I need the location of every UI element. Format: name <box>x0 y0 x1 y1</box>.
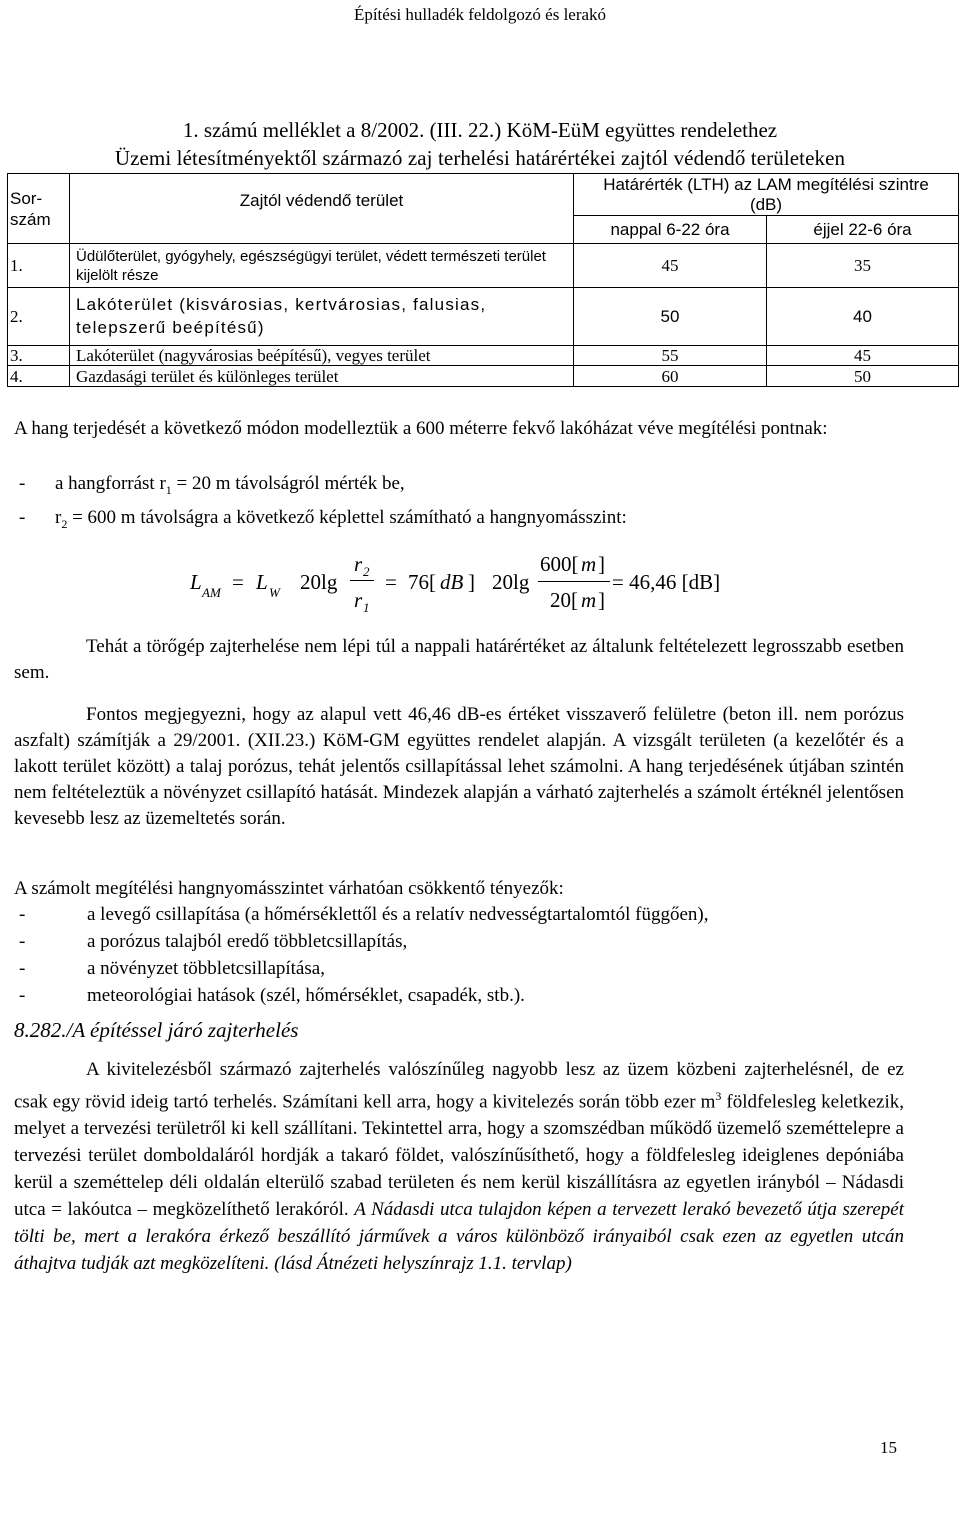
header-day: nappal 6-22 óra <box>574 216 767 244</box>
formula-600: 600[ <box>540 552 579 576</box>
formula-m: m <box>581 552 597 576</box>
paragraph-conclusion: Tehát a törőgép zajterhelése nem lépi túl a nappali határértéket az általunk feltételezett legrosszabb esetben sem. <box>14 636 904 683</box>
text-part-italic: A Nádasdi utca tulajdon képen a tervezett lerakó bevezető útja szerepét tölti be, mert a lerakóra érkező beszállító járművek a város különböző irányaiból csak ezen az egyetlen utcán áthajtva tudják azt megközelíteni. (lásd Átnézeti helyszínrajz 1.1. tervlap) <box>14 1199 904 1275</box>
row-area: Lakóterület (nagyvárosias beépítésű), vegyes terület <box>70 345 574 366</box>
formula-sub-w: W <box>269 585 280 600</box>
list-dash: - <box>19 985 26 1006</box>
subscript: 2 <box>61 516 68 531</box>
noise-limits-table <box>7 173 959 387</box>
row-number: 3. <box>8 345 70 366</box>
text-part: = 20 m távolságról mérték be, <box>171 473 405 494</box>
header-row-number: Sor- szám <box>8 174 70 244</box>
fraction-bar <box>538 581 610 582</box>
fraction-bar <box>350 580 374 581</box>
row-night-value: 50 <box>767 366 959 387</box>
formula-20: 20[ <box>550 588 578 612</box>
formula-sub-1: 1 <box>363 600 370 615</box>
table-row <box>8 287 959 345</box>
annex-subtitle: Üzemi létesítményektől származó zaj terhelési határértékei zajtól védendő területeken <box>114 146 846 170</box>
formula-db: dB <box>440 570 464 594</box>
formula-20lg: 20lg <box>492 570 530 594</box>
row-day-value: 45 <box>574 244 767 287</box>
list-item <box>14 470 904 504</box>
subscript: 1 <box>165 482 172 497</box>
table-row <box>8 244 959 287</box>
sound-pressure-formula <box>0 552 960 622</box>
row-number: 2. <box>8 287 70 345</box>
header-limit-value: Határérték (LTH) az LAM megítélési szintre (dB) <box>574 174 959 216</box>
row-night-value: 35 <box>767 244 959 287</box>
list-dash: - <box>19 473 26 494</box>
paragraph-factors-intro: A számolt megítélési hangnyomásszintet várhatóan csökkentő tényezők: <box>14 878 564 899</box>
formula-sub-am: AM <box>202 585 221 600</box>
formula-bracket: ] <box>598 552 605 576</box>
formula-equals: = <box>232 570 244 594</box>
row-night-value: 45 <box>767 345 959 366</box>
formula-bracket: ] <box>598 588 605 612</box>
formula-r: r <box>354 588 363 612</box>
list-dash: - <box>19 904 26 925</box>
superscript: 3 <box>715 1089 722 1103</box>
list-dash: - <box>19 958 26 979</box>
formula-20lg: 20lg <box>300 570 338 594</box>
list-text: a porózus talajból eredő többletcsillapítás, <box>87 931 408 952</box>
model-intro: A hang terjedését a következő módon modelleztük a 600 méterre fekvő lakóházat véve megítélési pontnak: <box>14 418 828 439</box>
header-night: éjjel 22-6 óra <box>767 216 959 244</box>
list-item <box>14 504 904 538</box>
list-item <box>14 982 904 1009</box>
row-number: 4. <box>8 366 70 387</box>
row-day-value: 50 <box>574 287 767 345</box>
formula-L: L <box>256 570 268 594</box>
text-part: = 600 m távolságra a következő képlettel számítható a hangnyomásszint: <box>67 506 627 528</box>
text-part: A kivitelezésből származó zajterhelés valószínűleg nagyobb lesz az üzem közbeni zajterhelésnél, de ez csak egy rövid ideig tartó terhelés. Számítani kell arra, hogy a kivitelezés során több ezer m <box>14 1059 904 1113</box>
row-area: Lakóterület (kisvárosias, kertvárosias, falusias, telepszerű beépítésű) <box>70 287 574 345</box>
row-area: Gazdasági terület és különleges terület <box>70 366 574 387</box>
formula-equals: = <box>385 570 397 594</box>
paragraph-construction-noise <box>14 1056 904 1277</box>
row-number: 1. <box>8 244 70 287</box>
formula-L: L <box>190 570 202 594</box>
formula-r: r <box>354 552 363 576</box>
paragraph-notes: Fontos megjegyezni, hogy az alapul vett 46,46 dB-es értéket visszaverő felületre (beton ill. nem porózus aszfalt) számítják a 29/2001. (XII.23.) KöM-GM együttes rendelet alapján. A vizsgált területen (a kezelőtér és a lakott terület között) a talaj porózus, tehát jelentős csillapítással lehet számolni. A hang terjedésének útjában szintén nem feltételeztük a növényzet csillapító hatását. Mindezek alapján a várható zajterhelés a számolt értéknél jelentősen kevesebb lesz az üzemeltetés során. <box>14 704 904 829</box>
formula-76: 76[ <box>408 570 436 594</box>
list-text: a levegő csillapítása (a hőmérséklettől és a relatív nedvességtartalomtól függően), <box>87 904 709 925</box>
row-area: Üdülőterület, gyógyhely, egészségügyi terület, védett természeti terület kijelölt része <box>70 244 574 287</box>
list-text <box>55 504 627 538</box>
list-dash: - <box>19 506 26 528</box>
formula-result: = 46,46 [dB] <box>612 570 721 594</box>
list-text: a növényzet többletcsillapítása, <box>87 958 325 979</box>
running-header: Építési hulladék feldolgozó és lerakó <box>353 5 607 24</box>
list-item <box>14 928 904 955</box>
table-row <box>8 345 959 366</box>
row-day-value: 55 <box>574 345 767 366</box>
reduction-factors-list <box>14 901 904 1009</box>
table-header-row <box>8 174 959 216</box>
page-number: 15 <box>880 1438 897 1457</box>
list-item <box>14 901 904 928</box>
row-night-value: 40 <box>767 287 959 345</box>
text-part: a hangforrást r <box>55 473 166 494</box>
table-row <box>8 366 959 387</box>
formula-bracket: ] <box>468 570 475 594</box>
text-part: r <box>55 506 62 528</box>
header-protected-area: Zajtól védendő terület <box>70 174 574 244</box>
list-text: meteorológiai hatások (szél, hőmérséklet, csapadék, stb.). <box>87 985 525 1006</box>
section-title: 8.282./A építéssel járó zajterhelés <box>14 1018 299 1042</box>
list-dash: - <box>19 931 26 952</box>
formula-sub-2: 2 <box>363 564 370 579</box>
row-day-value: 60 <box>574 366 767 387</box>
formula-m: m <box>581 588 597 612</box>
list-text <box>55 470 405 504</box>
list-item <box>14 955 904 982</box>
text-part: földfelesleg keletkezik, melyet a tervezési területről ki kell szállítani. Tekintettel arra, hogy a szomszédban működő üzemelő szeméttelepre a tervezési terület domboldaláról hordják a takaró földet, valószínűsíthető, hogy a földfelesleg ideiglenes depóniába kerül a szeméttelep déli oldalán elterülő szabad területen és nem kerül kiszállításra az egyetlen irányból – Nádasdi utca = lakóutca – megközelíthető lerakóról. <box>14 1091 904 1221</box>
model-assumptions <box>14 470 904 538</box>
annex-title: 1. számú melléklet a 8/2002. (III. 22.) KöM-EüM együttes rendelethez <box>182 118 778 142</box>
